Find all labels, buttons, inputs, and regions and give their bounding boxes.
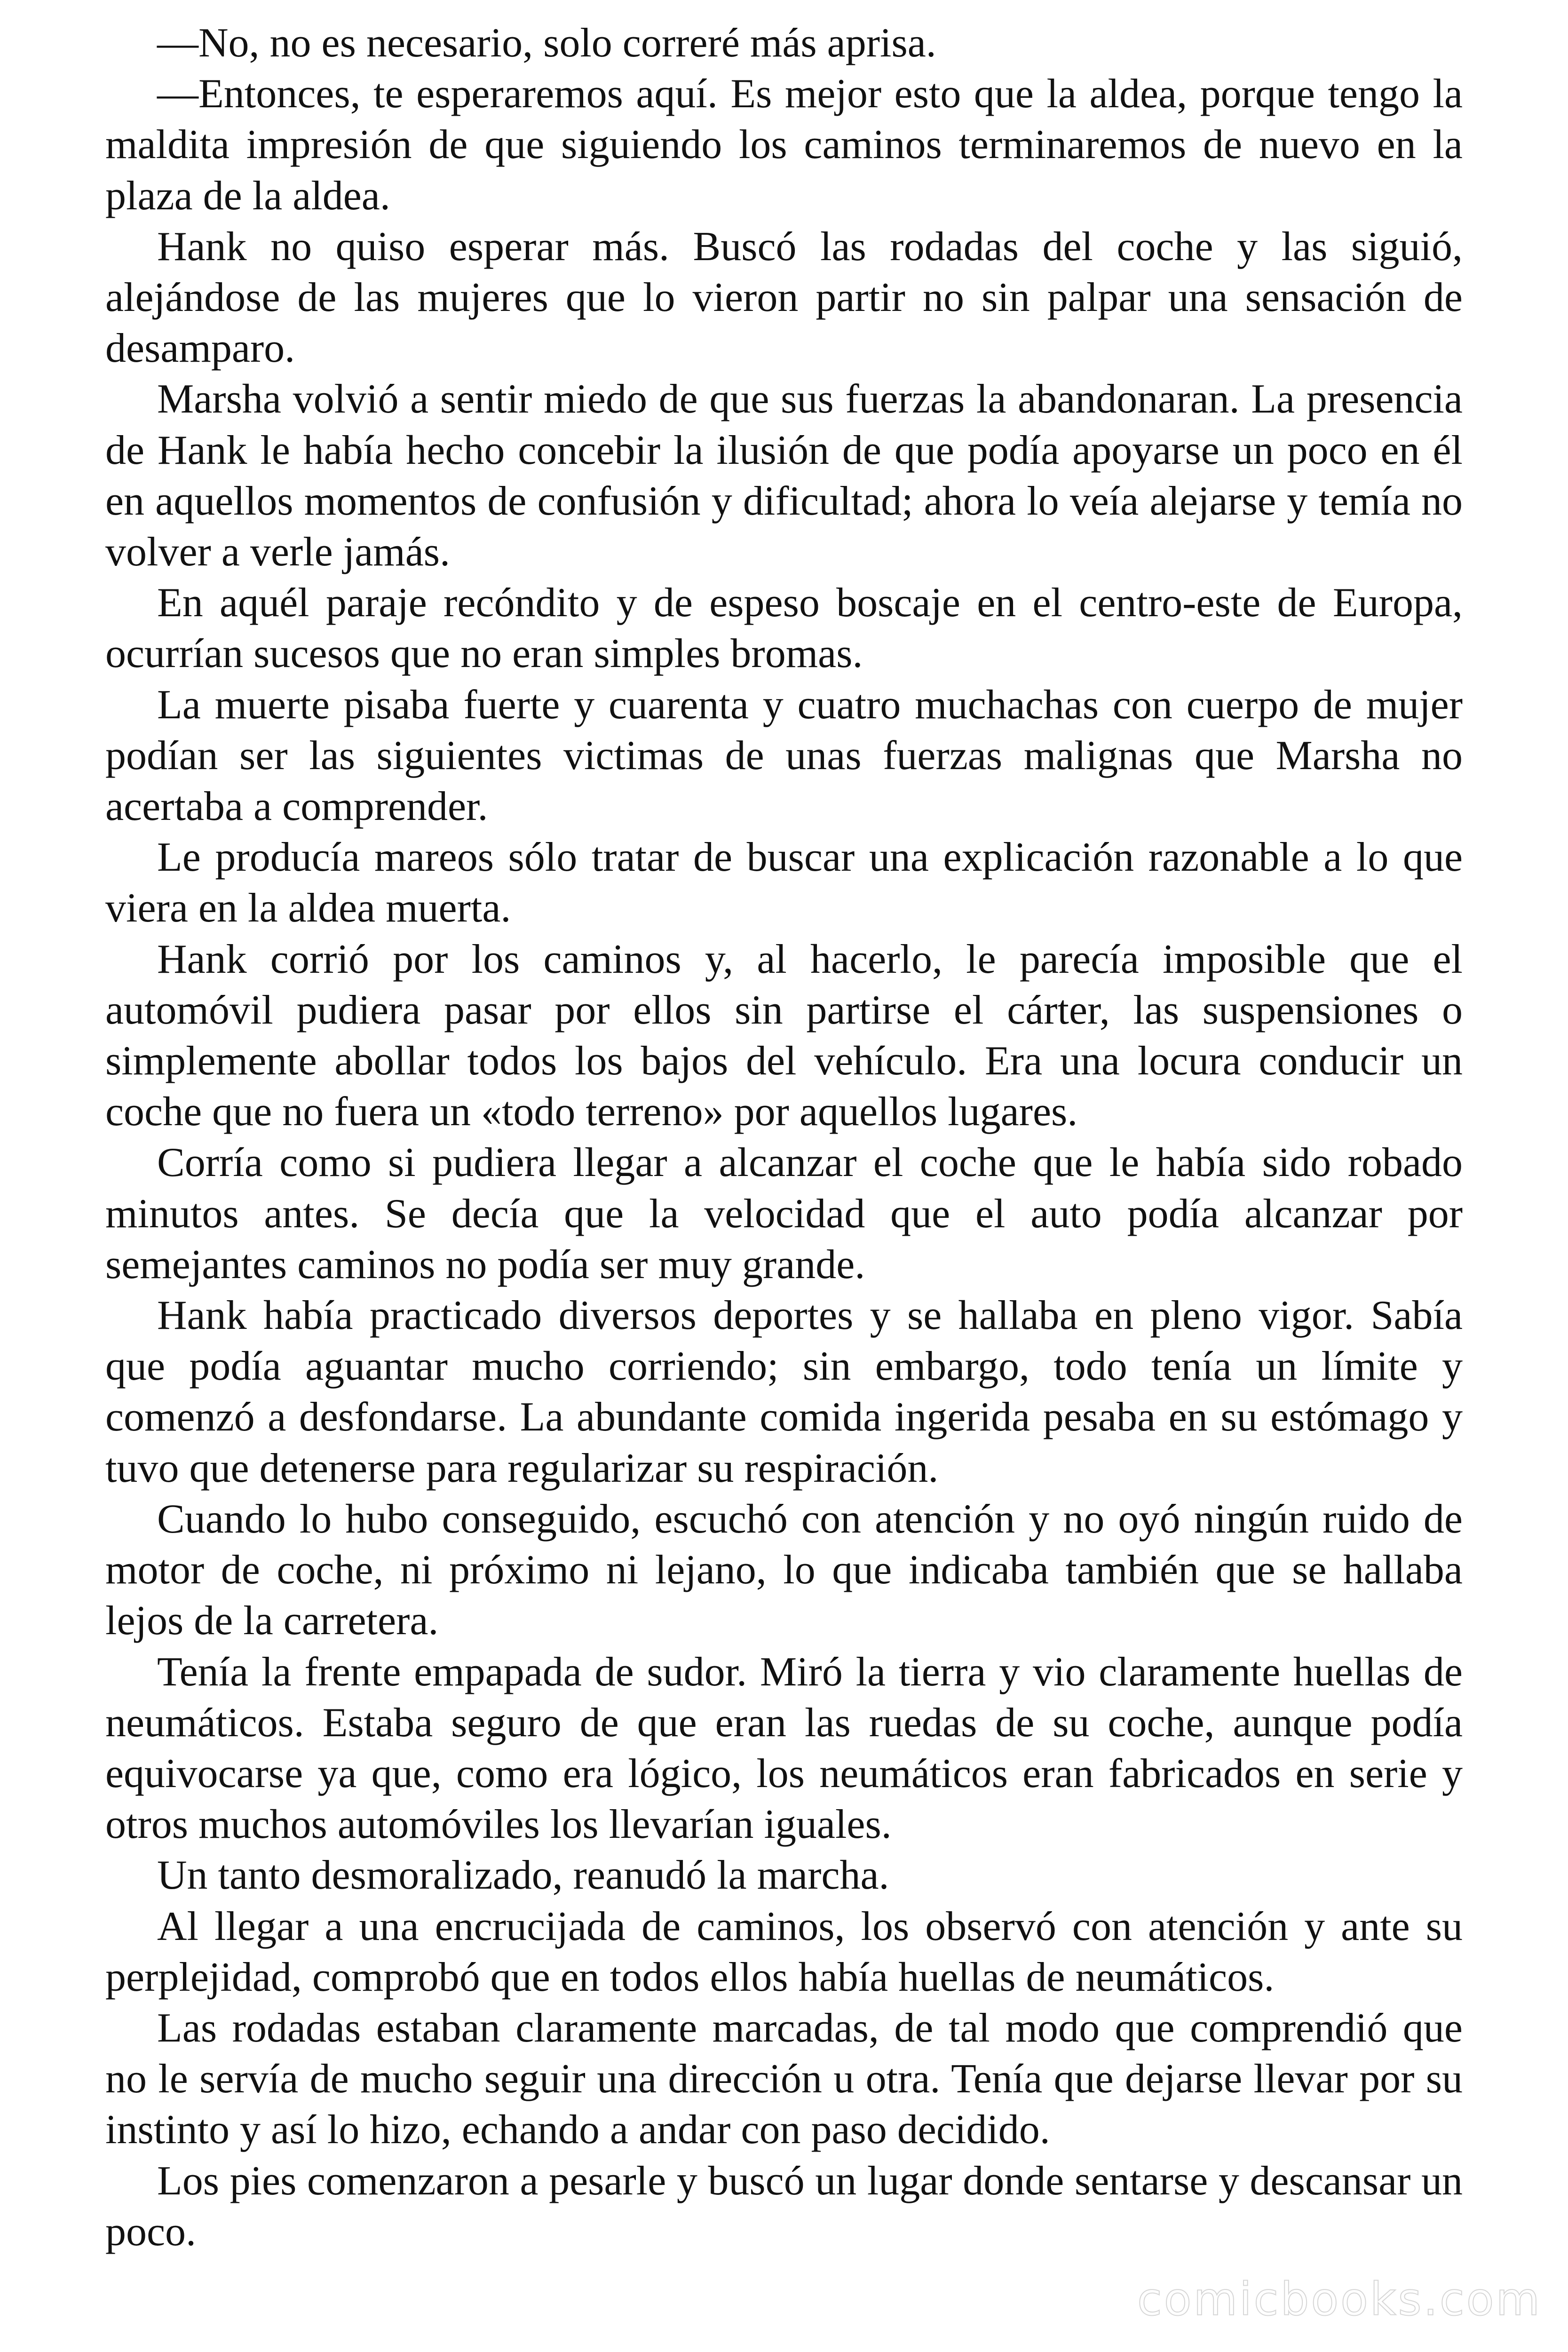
paragraph: Marsha volvió a sentir miedo de que sus fuerzas la abandonaran. La presencia de Hank le había hecho concebir la ilusión de que podía apoyarse un poco en él en aquellos momentos de confusión y dificultad; ahora lo veía alejarse y temía no volver a verle jamás.	[105, 376, 1463, 575]
paragraph: Le producía mareos sólo tratar de buscar una explicación razonable a lo que viera en la aldea muerta.	[105, 834, 1463, 931]
paragraph: Corría como si pudiera llegar a alcanzar el coche que le había sido robado minutos antes. Se decía que la velocidad que el auto podía alcanzar por semejantes caminos no podía ser muy grande.	[105, 1140, 1463, 1287]
watermark: comicbooks.com	[1137, 2273, 1542, 2326]
paragraph: Cuando lo hubo conseguido, escuchó con atención y no oyó ningún ruido de motor de coche, ni próximo ni lejano, lo que indicaba también que se hallaba lejos de la carretera.	[105, 1496, 1463, 1644]
paragraph: Tenía la frente empapada de sudor. Miró la tierra y vio claramente huellas de neumáticos. Estaba seguro de que eran las ruedas de su coche, aunque podía equivocarse ya que, como era lógico, los neumáticos eran fabricados en serie y otros muchos automóviles los llevarían iguales.	[105, 1649, 1463, 1848]
paragraph: En aquél paraje recóndito y de espeso boscaje en el centro-este de Europa, ocurrían sucesos que no eran simples bromas.	[105, 580, 1463, 677]
paragraph: Un tanto desmoralizado, reanudó la marcha.	[157, 1852, 889, 1899]
paragraph: Los pies comenzaron a pesarle y buscó un lugar donde sentarse y descansar un poco.	[105, 2158, 1463, 2255]
paragraph: —Entonces, te esperaremos aquí. Es mejor esto que la aldea, porque tengo la maldita impresión de que siguiendo los caminos terminaremos de nuevo en la plaza de la aldea.	[105, 71, 1463, 219]
paragraph: La muerte pisaba fuerte y cuarenta y cuatro muchachas con cuerpo de mujer podían ser las siguientes victimas de unas fuerzas malignas que Marsha no acertaba a comprender.	[105, 682, 1463, 830]
paragraph: —No, no es necesario, solo correré más aprisa.	[157, 20, 936, 66]
paragraph: Hank había practicado diversos deportes y se hallaba en pleno vigor. Sabía que podía aguantar mucho corriendo; sin embargo, todo tenía un límite y comenzó a desfondarse. La abundante comida ingerida pesaba en su estómago y tuvo que detenerse para regularizar su respiración.	[105, 1293, 1463, 1491]
paragraph: Hank corrió por los caminos y, al hacerlo, le parecía imposible que el automóvil pudiera pasar por ellos sin partirse el cárter, las suspensiones o simplemente abollar todos los bajos del vehículo. Era una locura conducir un coche que no fuera un «todo terreno» por aquellos lugares.	[105, 936, 1463, 1135]
paragraph: Al llegar a una encrucijada de caminos, los observó con atención y ante su perplejidad, comprobó que en todos ellos había huellas de neumáticos.	[105, 1903, 1463, 2000]
book-page	[105, 18, 1463, 2257]
paragraph: Hank no quiso esperar más. Buscó las rodadas del coche y las siguió, alejándose de las mujeres que lo vieron partir no sin palpar una sensación de desamparo.	[105, 223, 1463, 372]
paragraph: Las rodadas estaban claramente marcadas, de tal modo que comprendió que no le servía de mucho seguir una dirección u otra. Tenía que dejarse llevar por su instinto y así lo hizo, echando a andar con paso decidido.	[105, 2005, 1463, 2153]
